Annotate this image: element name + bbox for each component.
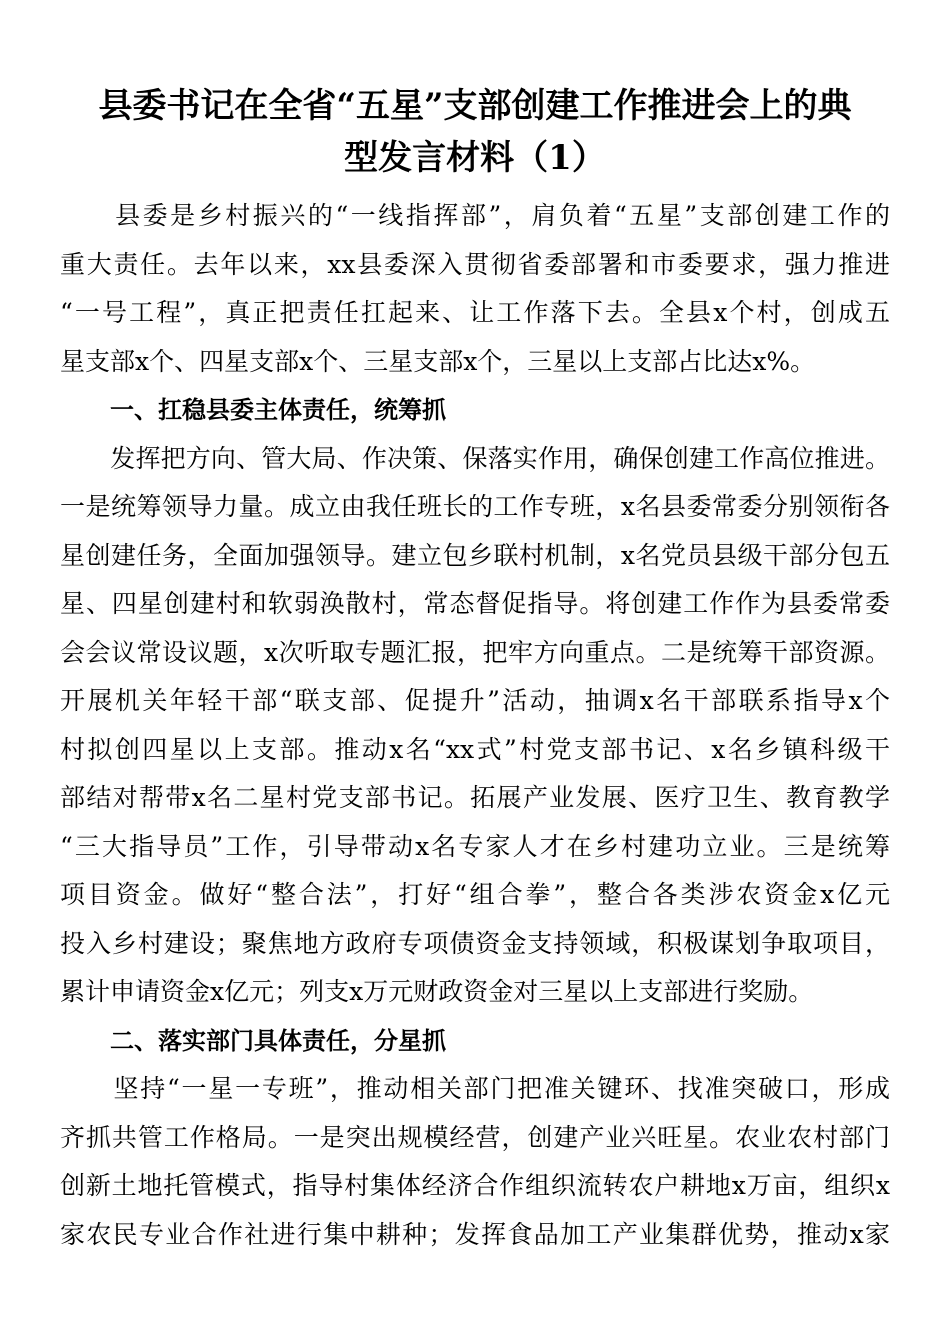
text-line: 部结对帮带x名二星村党支部书记。拓展产业发展、医疗卫生、教育教学 xyxy=(60,783,890,812)
text-line: 坚持“一星一专班”，推动相关部门把准关键环、找准突破口，形成 xyxy=(60,1074,890,1103)
text-line: 开展机关年轻干部“联支部、促提升”活动，抽调x名干部联系指导x个 xyxy=(60,686,890,715)
text-line: 创新土地托管模式，指导村集体经济合作组织流转农户耕地x万亩，组织x xyxy=(60,1171,890,1200)
text-line: 累计申请资金x亿元；列支x万元财政资金对三星以上支部进行奖励。 xyxy=(60,977,814,1006)
text-line: 家农民专业合作社进行集中耕种；发挥食品加工产业集群优势，推动x家 xyxy=(60,1219,890,1249)
text-line: 星支部x个、四星支部x个、三星支部x个，三星以上支部占比达x%。 xyxy=(60,346,816,376)
text-line: “一号工程”，真正把责任扛起来、让工作落下去。全县x个村，创成五 xyxy=(60,298,890,327)
intro-paragraph xyxy=(60,192,890,386)
text-line: 县委是乡村振兴的“一线指挥部”，肩负着“五星”支部创建工作的 xyxy=(60,201,890,230)
text-line: 项目资金。做好“整合法”，打好“组合拳”，整合各类涉农资金x亿元 xyxy=(60,880,890,909)
text-line: 重大责任。去年以来，xx县委深入贯彻省委部署和市委要求，强力推进 xyxy=(60,249,890,279)
section-heading-2: 二、落实部门具体责任，分星抓 xyxy=(110,1026,446,1055)
text-line: 村拟创四星以上支部。推动x名“xx式”村党支部书记、x名乡镇科级干 xyxy=(60,734,890,764)
section-1-paragraph xyxy=(60,435,890,1017)
text-line: 星、四星创建村和软弱涣散村，常态督促指导。将创建工作作为县委常委 xyxy=(60,589,890,618)
title-line: 县委书记在全省“五星”支部创建工作推进会上的典 xyxy=(98,86,852,126)
text-line: 投入乡村建设；聚焦地方政府专项债资金支持领域，积极谋划争取项目， xyxy=(60,928,890,958)
text-line: 齐抓共管工作格局。一是突出规模经营，创建产业兴旺星。农业农村部门 xyxy=(60,1122,890,1152)
document-title xyxy=(60,80,890,184)
text-line: 会会议常设议题，x次听取专题汇报，把牢方向重点。二是统筹干部资源。 xyxy=(60,637,890,667)
text-line: 一是统筹领导力量。成立由我任班长的工作专班，x名县委常委分别领衔各 xyxy=(60,492,890,521)
text-line: 星创建任务，全面加强领导。建立包乡联村机制，x名党员县级干部分包五 xyxy=(60,540,890,570)
section-2-paragraph xyxy=(60,1065,890,1259)
document-body xyxy=(60,192,890,1259)
section-heading-1: 一、扛稳县委主体责任，统筹抓 xyxy=(110,396,446,424)
title-line: 型发言材料（1） xyxy=(344,138,606,178)
text-line: “三大指导员”工作，引导带动x名专家人才在乡村建功立业。三是统筹 xyxy=(60,831,890,861)
text-line: 发挥把方向、管大局、作决策、保落实作用，确保创建工作高位推进。 xyxy=(60,443,890,473)
